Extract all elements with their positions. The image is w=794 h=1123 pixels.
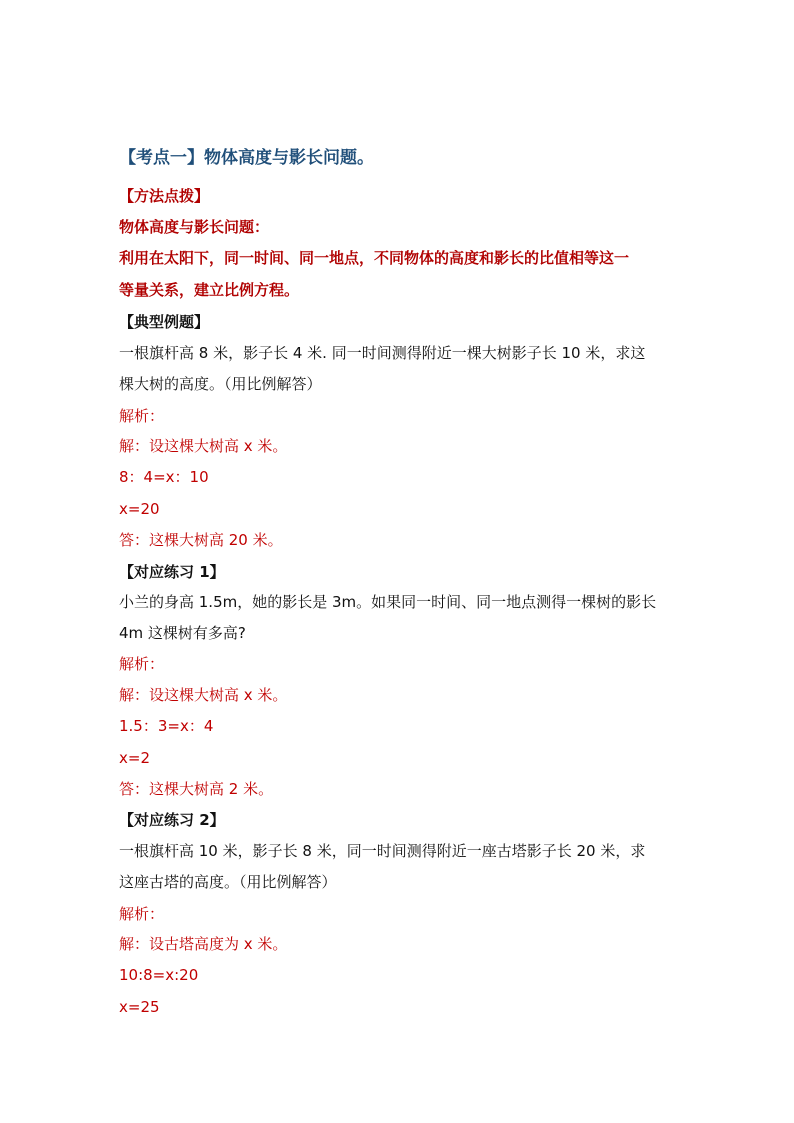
practice-1-answer: 答：这棵大树高 2 米。: [119, 780, 274, 798]
method-title: 物体高度与影长问题：: [119, 218, 270, 236]
practice-2-question-line-2: 这座古塔的高度。（用比例解答）: [119, 873, 337, 891]
practice-2-heading: 【对应练习 2】: [119, 811, 225, 829]
practice-1-heading: 【对应练习 1】: [119, 563, 225, 581]
example-heading: 【典型例题】: [119, 313, 210, 331]
practice-1-analysis-label: 解析：: [119, 655, 165, 673]
practice-2-analysis-label: 解析：: [119, 905, 165, 923]
practice-1-question-line-1: 小兰的身高 1.5m，她的影长是 3m。如果同一时间、同一地点测得一棵树的影长: [119, 593, 657, 611]
practice-2-step-1: 解：设古塔高度为 x 米。: [119, 935, 288, 953]
example-question-line-2: 棵大树的高度。（用比例解答）: [119, 375, 322, 393]
example-analysis-label: 解析：: [119, 407, 165, 425]
example-step-2: 8：4=x：10: [119, 468, 209, 486]
example-question-line-1: 一根旗杆高 8 米，影子长 4 米. 同一时间测得附近一棵大树影子长 10 米，求这: [119, 344, 646, 362]
practice-2-step-2: 10:8=x:20: [119, 966, 199, 984]
example-answer: 答：这棵大树高 20 米。: [119, 531, 283, 549]
practice-1-step-1: 解：设这棵大树高 x 米。: [119, 686, 288, 704]
method-text-line-1: 利用在太阳下，同一时间、同一地点，不同物体的高度和影长的比值相等这一: [119, 249, 630, 267]
practice-1-step-3: x=2: [119, 749, 150, 767]
practice-2-question-line-1: 一根旗杆高 10 米，影子长 8 米，同一时间测得附近一座古塔影子长 20 米，求: [119, 842, 646, 860]
method-text-line-2: 等量关系，建立比例方程。: [119, 281, 300, 299]
method-heading: 【方法点拨】: [119, 187, 210, 205]
example-step-1: 解：设这棵大树高 x 米。: [119, 437, 288, 455]
example-step-3: x=20: [119, 500, 160, 518]
practice-2-step-3: x=25: [119, 998, 160, 1016]
practice-1-question-line-2: 4m 这棵树有多高?: [119, 624, 246, 642]
practice-1-step-2: 1.5：3=x：4: [119, 717, 214, 735]
section-title: 【考点一】物体高度与影长问题。: [119, 148, 374, 168]
